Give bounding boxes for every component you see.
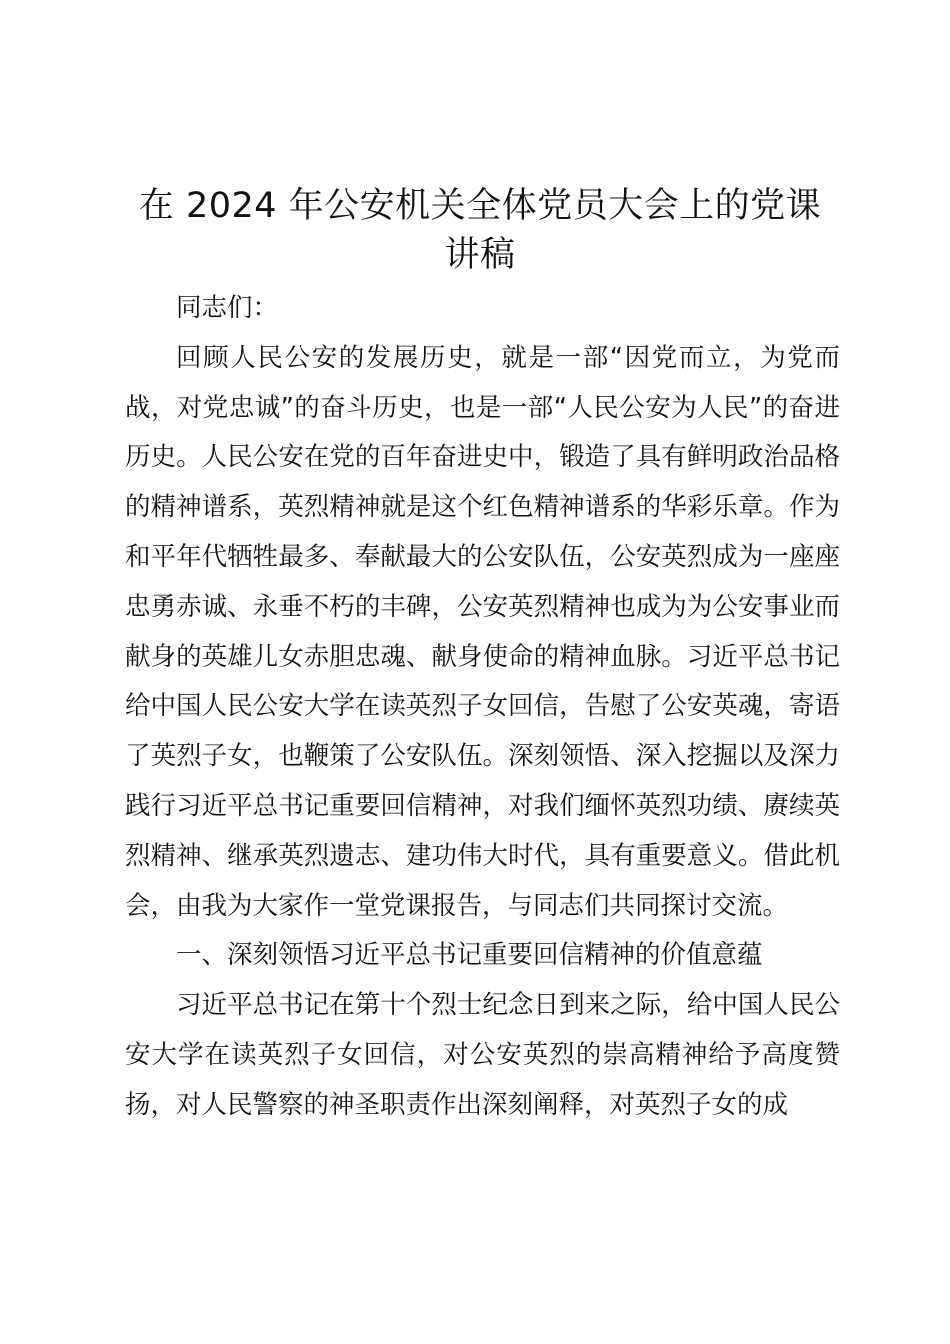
salutation: 同志们： bbox=[176, 293, 279, 323]
document-title: 在 2024 年公安机关全体党员大会上的党课讲稿 bbox=[138, 186, 822, 275]
intro-paragraph: 回顾人民公安的发展历史，就是一部“因党而立，为党而战，对党忠诚”的奋斗历史，也是一部“人民公安为人民”的奋进历史。人民公安在党的百年奋进史中，锻造了具有鲜明政治品格的精神谱系，英烈精神就是这个红色精神谱系的华彩乐章。作为和平年代牺牲最多、奉献最大的公安队伍，公安英烈成为一座座忠勇赤诚、永垂不朽的丰碑，公安英烈精神也成为为公安事业而献身的英雄儿女赤胆忠魂、献身使命的精神血脉。习近平总书记给中国人民公安大学在读英烈子女回信，告慰了公安英魂，寄语了英烈子女，也鞭策了公安队伍。深刻领悟、深入挖掘以及深力践行习近平总书记重要回信精神，对我们缅怀英烈功绩、赓续英烈精神、继承英烈遗志、建功伟大时代，具有重要意义。借此机会，由我为大家作一堂党课报告，与同志们共同探讨交流。 bbox=[125, 342, 840, 921]
section-heading: 一、深刻领悟习近平总书记重要回信精神的价值意蕴 bbox=[176, 940, 763, 971]
section-paragraph: 习近平总书记在第十个烈士纪念日到来之际，给中国人民公安大学在读英烈子女回信，对公安英烈的崇高精神给予高度赞扬，对人民警察的神圣职责作出深刻阐释，对英烈子女的成 bbox=[125, 990, 840, 1120]
document-body bbox=[125, 284, 840, 1131]
